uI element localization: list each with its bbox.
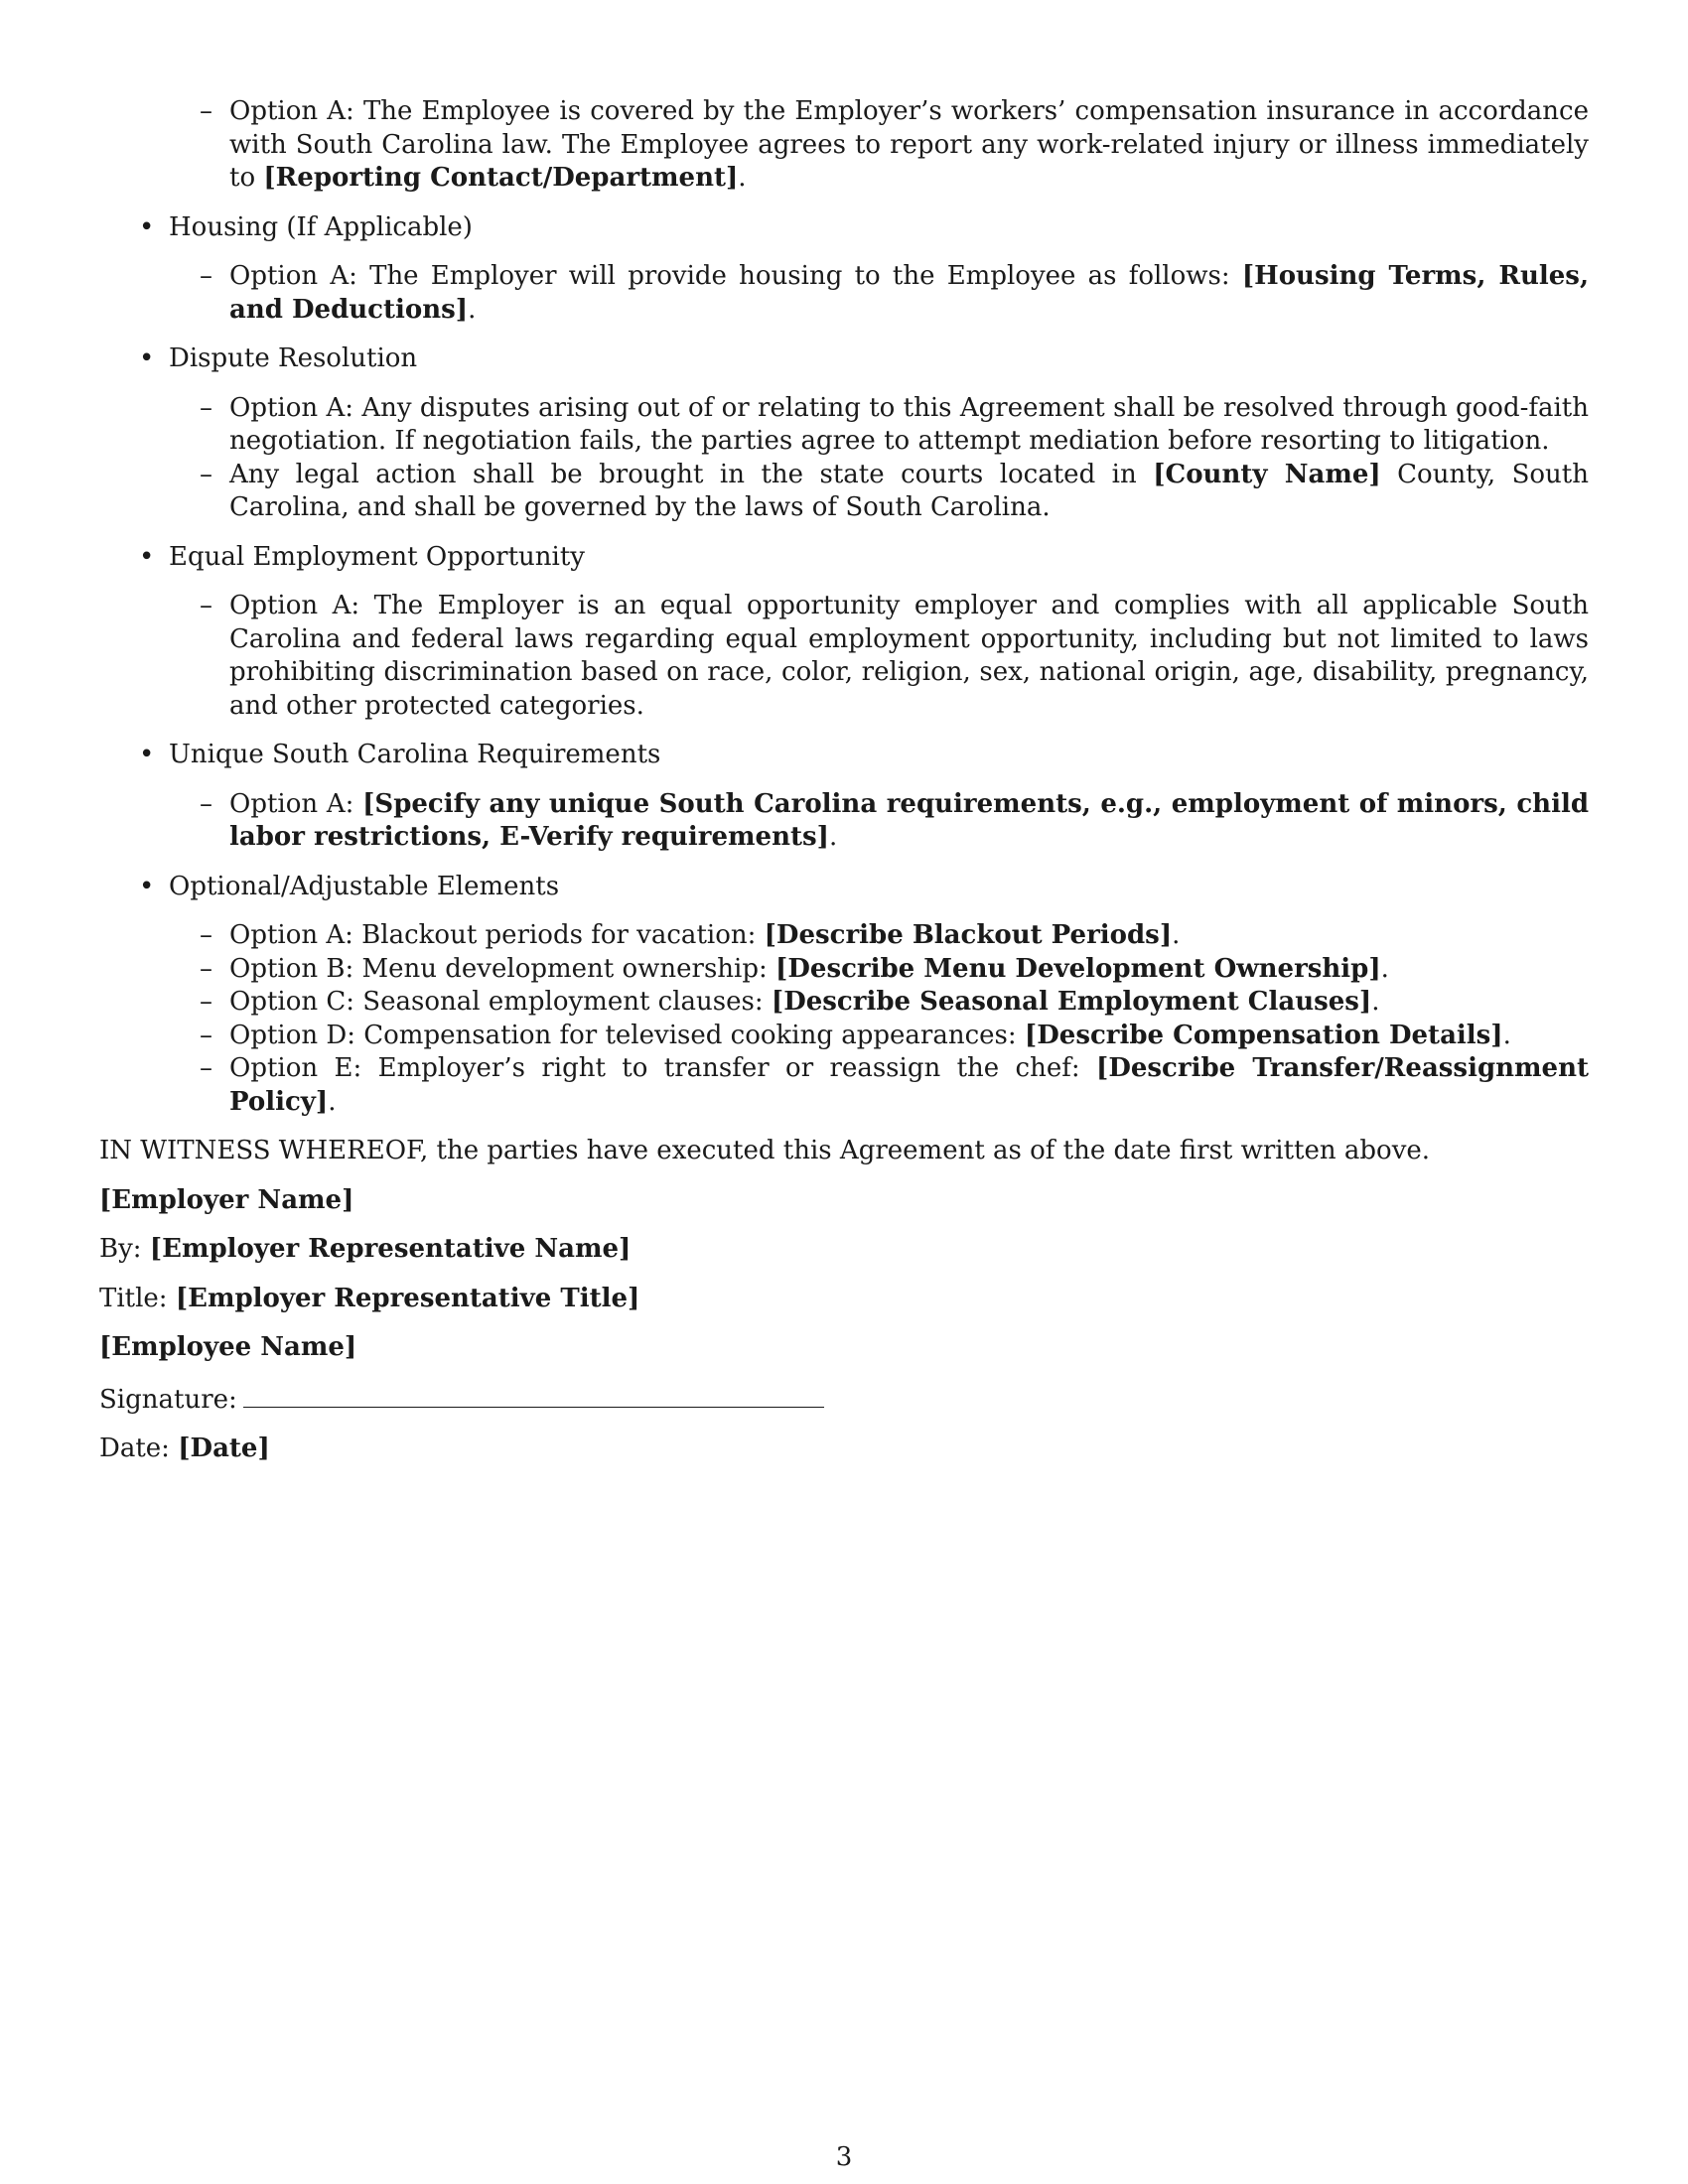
option-item: – Option E: Employer’s right to transfer or reassign the chef: [Describe Transfer/Reassignment Policy].	[169, 1052, 1589, 1119]
signature-line-row	[99, 1381, 1589, 1418]
by-label: By:	[99, 1234, 150, 1264]
option-list	[169, 95, 1589, 196]
page-number: 3	[835, 2142, 853, 2172]
signature-label: Signature:	[99, 1384, 237, 1415]
section-unique-requirements	[99, 739, 1589, 855]
section-housing	[99, 211, 1589, 328]
signature-line[interactable]	[243, 1381, 824, 1408]
option-item: – Option D: Compensation for televised cooking appearances: [Describe Compensation Details].	[169, 1020, 1589, 1053]
employer-representative-line	[99, 1233, 1589, 1267]
section-heading: • Housing (If Applicable)	[169, 211, 1589, 245]
title-label: Title:	[99, 1283, 176, 1313]
option-item: – Option B: Menu development ownership: [Describe Menu Development Ownership].	[169, 953, 1589, 987]
section-optional-elements	[99, 871, 1589, 1120]
section-equal-employment	[99, 541, 1589, 724]
placeholder-field: [Describe Blackout Periods]	[764, 920, 1173, 950]
placeholder-field: [Describe Menu Development Ownership]	[775, 953, 1381, 984]
option-item: – Option C: Seasonal employment clauses: [Describe Seasonal Employment Clauses].	[169, 986, 1589, 1020]
section-heading: • Unique South Carolina Requirements	[169, 739, 1589, 772]
option-item: – Option A: [Specify any unique South Carolina requirements, e.g., employment of minors, child labor restrictions, E-Verify requirements].	[169, 788, 1589, 855]
date-value: [Date]	[178, 1433, 270, 1463]
placeholder-field: [Reporting Contact/Department]	[263, 163, 739, 193]
option-list	[169, 590, 1589, 723]
placeholder-field: [Describe Compensation Details]	[1024, 1020, 1503, 1050]
option-item: – Option A: The Employee is covered by the Employer’s workers’ compensation insurance in accordance with South Carolina law. The Employee agrees to report any work-related injury or illness immediately to [Reporting Contact/Department].	[169, 95, 1589, 196]
employer-representative-name: [Employer Representative Name]	[149, 1234, 632, 1264]
section-heading: • Equal Employment Opportunity	[169, 541, 1589, 575]
option-item: – Option A: The Employer will provide housing to the Employee as follows: [Housing Terms, Rules, and Deductions].	[169, 260, 1589, 327]
option-item: – Option A: The Employer is an equal opportunity employer and complies with all applicable South Carolina and federal laws regarding equal employment opportunity, including but not limited to laws prohibiting discrimination based on race, color, religion, sex, national origin, age, disability, pregnancy, and other protected categories.	[169, 590, 1589, 723]
option-list	[169, 919, 1589, 1119]
placeholder-field: [County Name]	[1153, 459, 1381, 489]
section-dispute-resolution	[99, 342, 1589, 525]
date-label: Date:	[99, 1433, 179, 1463]
placeholder-field: [Specify any unique South Carolina requirements, e.g., employment of minors, child labor restrictions, E-Verify requirements]	[229, 788, 1590, 852]
option-item: – Any legal action shall be brought in the state courts located in [County Name] County, South Carolina, and shall be governed by the laws of South Carolina.	[169, 459, 1589, 525]
option-list	[169, 392, 1589, 525]
placeholder-field: [Housing Terms, Rules, and Deductions]	[229, 261, 1589, 325]
employer-title-line	[99, 1283, 1589, 1316]
employee-name: [Employee Name]	[99, 1332, 357, 1362]
employer-representative-title: [Employer Representative Title]	[175, 1283, 640, 1313]
section-heading: • Optional/Adjustable Elements	[169, 871, 1589, 904]
section-heading: • Dispute Resolution	[169, 342, 1589, 376]
document-page	[99, 95, 1589, 1482]
employer-name: [Employer Name]	[99, 1184, 354, 1215]
option-list	[169, 788, 1589, 855]
section-list	[99, 95, 1589, 1119]
date-line	[99, 1433, 1589, 1466]
witness-statement: IN WITNESS WHEREOF, the parties have executed this Agreement as of the date first written above.	[99, 1136, 1431, 1165]
option-item: – Option A: Any disputes arising out of or relating to this Agreement shall be resolved through good-faith negotiation. If negotiation fails, the parties agree to attempt mediation before resorting to litigation.	[169, 392, 1589, 459]
option-list	[169, 260, 1589, 327]
placeholder-field: [Describe Transfer/Reassignment Policy]	[229, 1053, 1589, 1117]
placeholder-field: [Describe Seasonal Employment Clauses]	[771, 987, 1372, 1017]
section-workers-comp	[99, 95, 1589, 196]
option-item: – Option A: Blackout periods for vacation: [Describe Blackout Periods].	[169, 919, 1589, 953]
